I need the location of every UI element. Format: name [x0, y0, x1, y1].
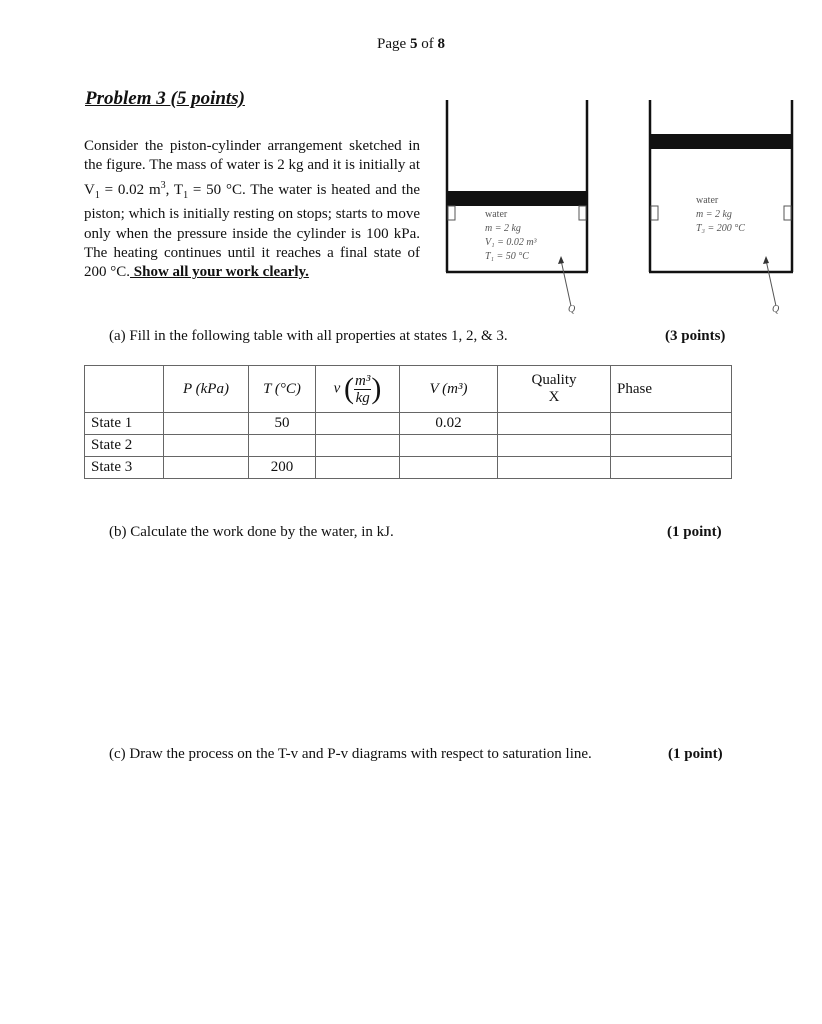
piston-left	[448, 191, 586, 206]
cell-specific-volume	[316, 435, 400, 457]
cell-temperature: 50	[249, 413, 316, 435]
stop-right-b	[784, 206, 791, 220]
table-row	[85, 435, 732, 457]
piston-right	[651, 134, 791, 149]
cell-specific-volume	[316, 413, 400, 435]
cell-pressure	[164, 457, 249, 479]
question-c: (c) Draw the process on the T-v and P-v diagrams with respect to saturation line.	[109, 746, 592, 762]
state-label: State 1	[85, 413, 164, 435]
cell-quality	[498, 457, 611, 479]
question-c-points: (1 point)	[668, 746, 723, 762]
cell-temperature	[249, 435, 316, 457]
stop-right-a	[651, 206, 658, 220]
cell-temperature: 200	[249, 457, 316, 479]
cell-phase	[611, 413, 732, 435]
cell-phase	[611, 457, 732, 479]
cell-quality	[498, 413, 611, 435]
header-quality: Quality X	[498, 366, 611, 413]
instruction-emphasis: Show all your work clearly.	[130, 264, 309, 281]
left-temp-label: T₁ = 50 °C	[485, 251, 529, 262]
right-mass-label: m = 2 kg	[696, 209, 732, 220]
header-pressure: P (kPa)	[164, 366, 249, 413]
table-row	[85, 413, 732, 435]
cell-volume	[400, 435, 498, 457]
piston-cylinder-figure	[430, 96, 810, 324]
left-water-label: water	[485, 209, 508, 220]
left-mass-label: m = 2 kg	[485, 223, 521, 234]
state-label: State 2	[85, 435, 164, 457]
page-number: Page 5 of 8	[377, 36, 445, 52]
cell-specific-volume	[316, 457, 400, 479]
right-q-label: Q	[772, 304, 780, 315]
cell-volume: 0.02	[400, 413, 498, 435]
stop-left-a	[448, 206, 455, 220]
right-heat-arrow	[766, 260, 776, 306]
right-temp-label: T₃ = 200 °C	[696, 223, 745, 234]
stop-left-b	[579, 206, 586, 220]
problem-statement: Consider the piston-cylinder arrangement sketched in the figure. The mass of water is 2 kg and it is initially at $V_1 = 0.02$ $m^3$, $T_1 = 50$ °C. The water is heated and the piston; which is initially resting on stops; starts to move only when the pressure inside the cylinder is 100 kPa. The heating continues until it reaches a final state of 200 °C. Show all your work clearly.	[84, 138, 420, 281]
properties-table	[84, 365, 732, 479]
right-water-label: water	[696, 195, 719, 206]
left-volume-label: V₁ = 0.02 m³	[485, 237, 537, 248]
header-specific-volume: v ( $\frac{\text{m³}}{kg}$ )	[316, 366, 400, 413]
state-label: State 3	[85, 457, 164, 479]
question-b: (b) Calculate the work done by the water, in kJ.	[109, 524, 394, 540]
question-a: (a) Fill in the following table with all properties at states 1, 2, & 3.	[109, 328, 508, 344]
problem-title: Problem 3 (5 points)	[85, 88, 245, 109]
table-row	[85, 457, 732, 479]
header-volume: V (m³)	[400, 366, 498, 413]
question-b-points: (1 point)	[667, 524, 722, 540]
cell-volume	[400, 457, 498, 479]
cell-quality	[498, 435, 611, 457]
table-header-row	[85, 366, 732, 413]
header-temperature: T (°C)	[249, 366, 316, 413]
left-heat-arrow	[561, 260, 571, 306]
cylinder-right	[649, 100, 793, 315]
cell-pressure	[164, 413, 249, 435]
cell-pressure	[164, 435, 249, 457]
cell-phase	[611, 435, 732, 457]
left-q-label: Q	[568, 304, 576, 315]
cylinder-left	[446, 100, 588, 315]
header-phase: Phase	[611, 366, 732, 413]
header-empty	[85, 366, 164, 413]
question-a-points: (3 points)	[665, 328, 726, 344]
